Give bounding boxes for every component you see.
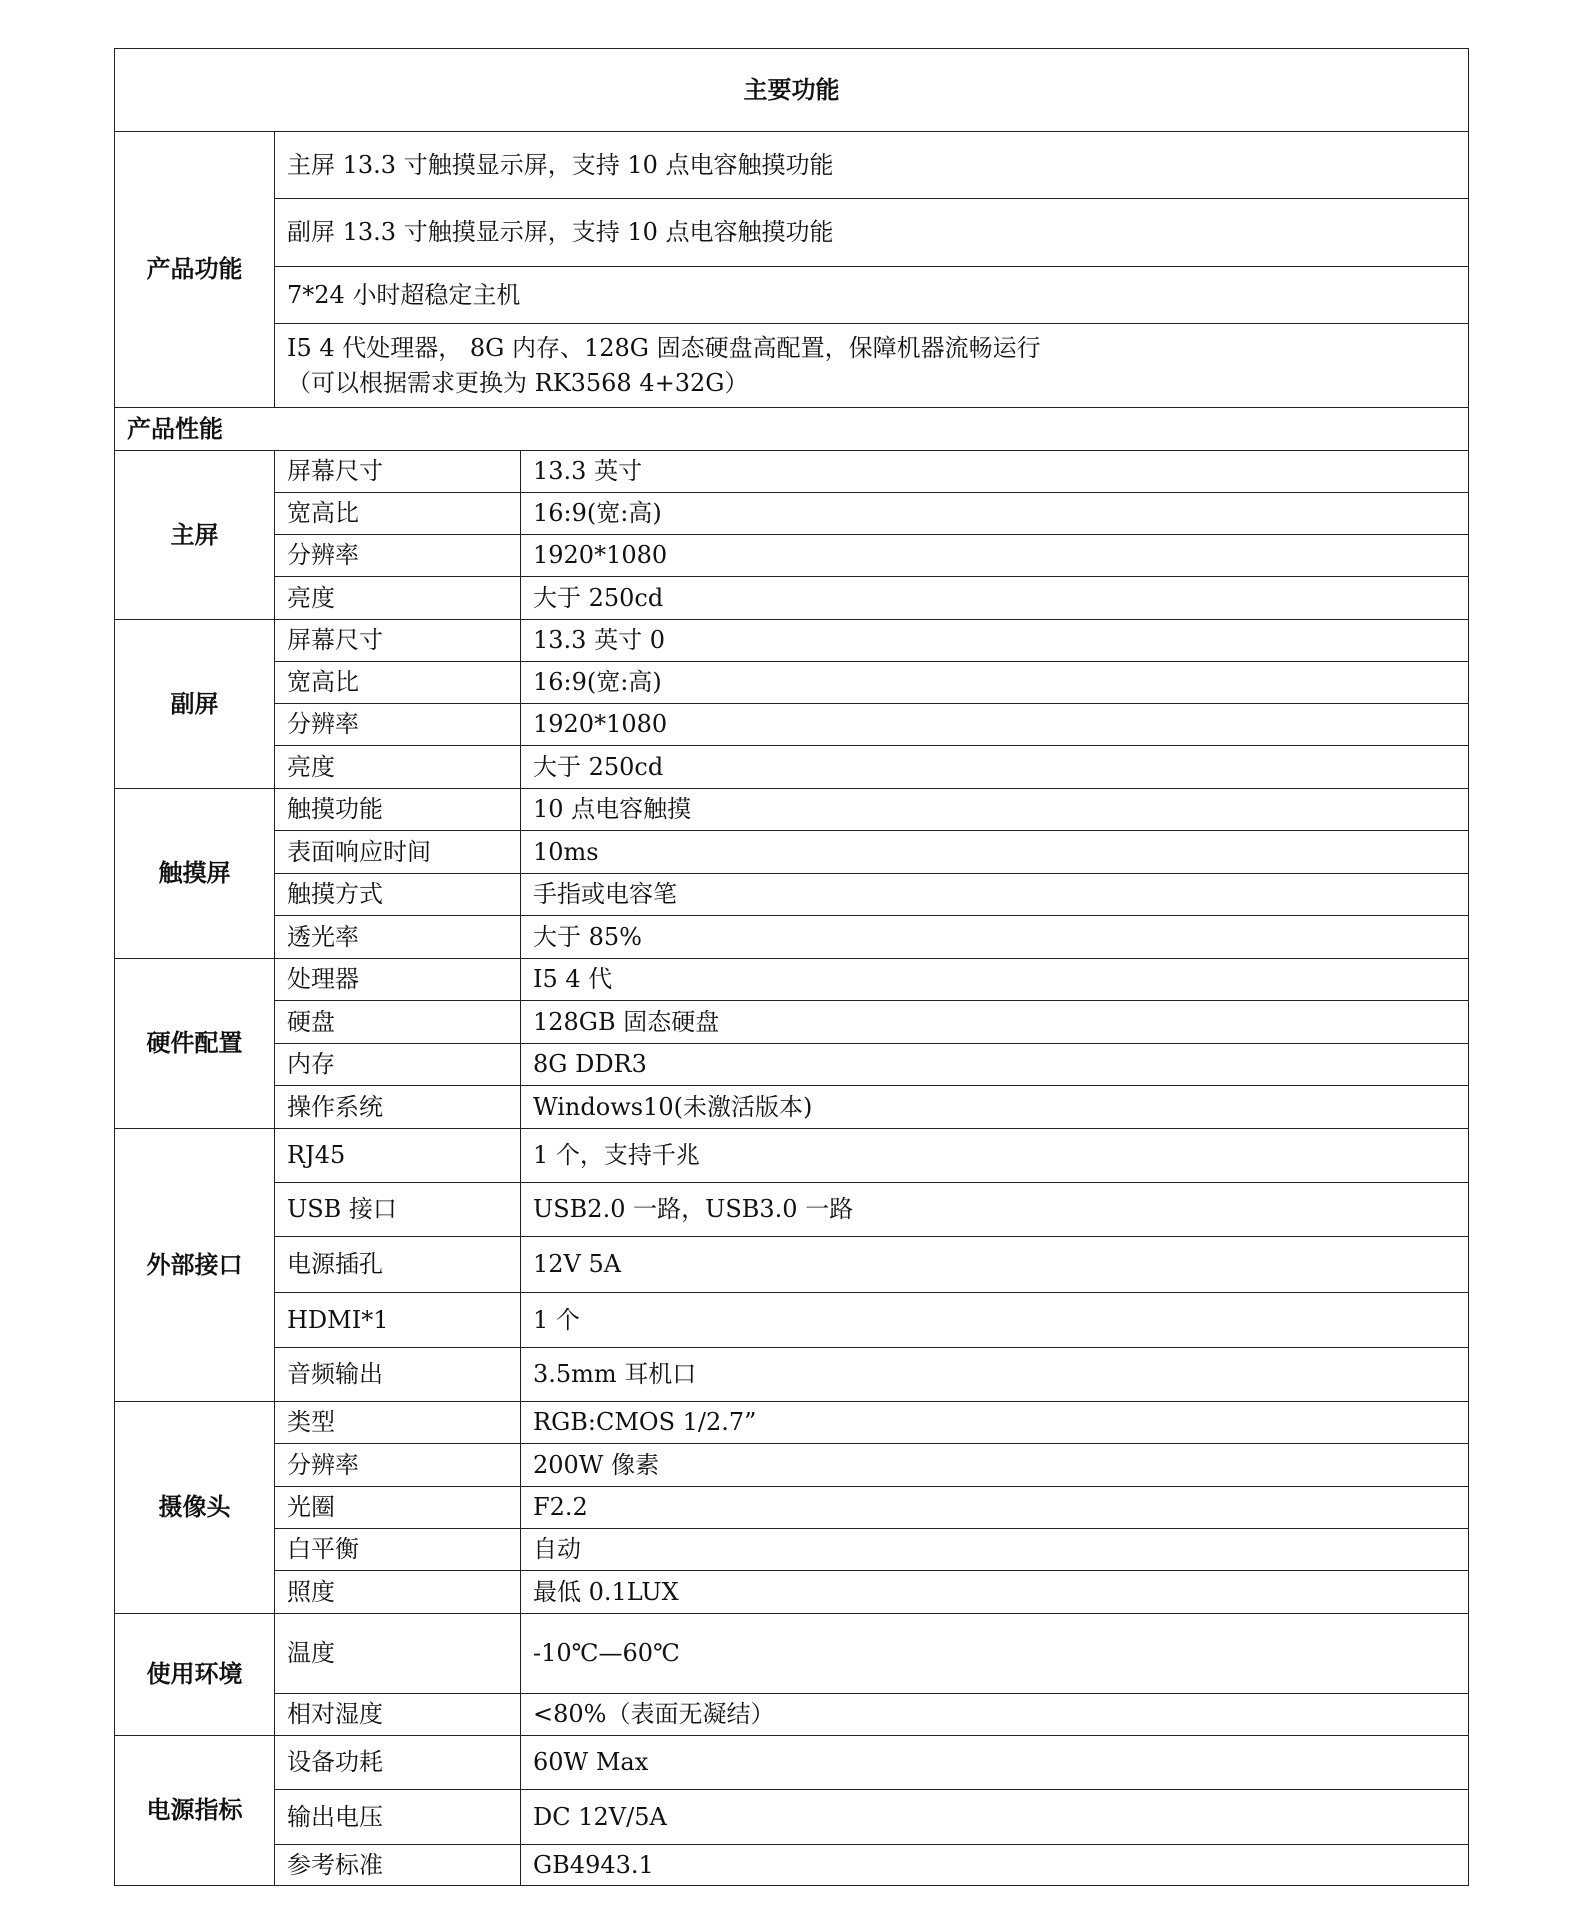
- function-text: （可以根据需求更换为 RK3568 4+32G）: [287, 368, 749, 397]
- spec-label: 白平衡: [275, 1529, 521, 1571]
- function-cell: [275, 267, 1469, 324]
- spec-label: 音频输出: [275, 1348, 521, 1402]
- spec-label: 分辨率: [275, 535, 521, 577]
- spec-label: 设备功耗: [275, 1736, 521, 1790]
- spec-label: 照度: [275, 1571, 521, 1614]
- spec-value: 10 点电容触摸: [521, 789, 1469, 831]
- function-cell: [275, 132, 1469, 199]
- spec-value: 自动: [521, 1529, 1469, 1571]
- spec-table: [114, 48, 1469, 1886]
- spec-row: [115, 1129, 1469, 1183]
- spec-row: [115, 1293, 1469, 1348]
- spec-value: <80%（表面无凝结）: [521, 1694, 1469, 1736]
- spec-value: 大于 250cd: [521, 577, 1469, 620]
- spec-value: 手指或电容笔: [521, 874, 1469, 916]
- spec-row: [115, 746, 1469, 789]
- spec-row: [115, 1845, 1469, 1886]
- spec-label: 表面响应时间: [275, 831, 521, 874]
- spec-value: 1920*1080: [521, 535, 1469, 577]
- spec-value: 8G DDR3: [521, 1044, 1469, 1086]
- function-row: [115, 324, 1469, 408]
- function-cell: [275, 324, 1469, 408]
- spec-row: [115, 789, 1469, 831]
- spec-label: 屏幕尺寸: [275, 620, 521, 662]
- spec-value: USB2.0 一路，USB3.0 一路: [521, 1183, 1469, 1237]
- spec-row: [115, 704, 1469, 746]
- spec-row: [115, 1237, 1469, 1293]
- category-cell: 副屏: [115, 620, 275, 789]
- spec-value: 13.3 英寸: [521, 451, 1469, 493]
- category-cell: 硬件配置: [115, 959, 275, 1129]
- category-cell: 电源指标: [115, 1736, 275, 1886]
- category-cell: 使用环境: [115, 1614, 275, 1736]
- spec-table-body: [115, 49, 1469, 1886]
- spec-value: RGB:CMOS 1/2.7”: [521, 1402, 1469, 1444]
- spec-row: [115, 1044, 1469, 1086]
- spec-row: [115, 577, 1469, 620]
- function-cell: [275, 199, 1469, 267]
- spec-row: [115, 959, 1469, 1001]
- category-cell: 外部接口: [115, 1129, 275, 1402]
- spec-row: [115, 1736, 1469, 1790]
- section-header: 产品性能: [115, 408, 1469, 451]
- function-text: 副屏 13.3 寸触摸显示屏，支持 10 点电容触摸功能: [287, 218, 834, 247]
- spec-label: 电源插孔: [275, 1237, 521, 1293]
- spec-label: 温度: [275, 1614, 521, 1694]
- spec-value: Windows10(未激活版本): [521, 1086, 1469, 1129]
- category-cell: 触摸屏: [115, 789, 275, 959]
- function-row: [115, 267, 1469, 324]
- spec-value: 128GB 固态硬盘: [521, 1001, 1469, 1044]
- spec-label: 操作系统: [275, 1086, 521, 1129]
- spec-row: [115, 1001, 1469, 1044]
- spec-row: [115, 1790, 1469, 1845]
- spec-row: [115, 1529, 1469, 1571]
- spec-label: RJ45: [275, 1129, 521, 1183]
- spec-row: [115, 874, 1469, 916]
- spec-row: [115, 662, 1469, 704]
- spec-label: 输出电压: [275, 1790, 521, 1845]
- spec-value: F2.2: [521, 1487, 1469, 1529]
- spec-value: 1920*1080: [521, 704, 1469, 746]
- spec-row: [115, 1694, 1469, 1736]
- spec-label: 触摸功能: [275, 789, 521, 831]
- spec-row: [115, 535, 1469, 577]
- spec-value: GB4943.1: [521, 1845, 1469, 1886]
- performance-header-row: [115, 408, 1469, 451]
- spec-value: 60W Max: [521, 1736, 1469, 1790]
- spec-label: 类型: [275, 1402, 521, 1444]
- spec-value: 1 个: [521, 1293, 1469, 1348]
- spec-label: 屏幕尺寸: [275, 451, 521, 493]
- spec-value: 16:9(宽:高): [521, 493, 1469, 535]
- function-text: 7*24 小时超稳定主机: [287, 280, 521, 309]
- spec-row: [115, 916, 1469, 959]
- spec-row: [115, 1402, 1469, 1444]
- spec-row: [115, 451, 1469, 493]
- function-text: 主屏 13.3 寸触摸显示屏，支持 10 点电容触摸功能: [287, 150, 834, 179]
- spec-value: 12V 5A: [521, 1237, 1469, 1293]
- spec-value: I5 4 代: [521, 959, 1469, 1001]
- spec-value: 最低 0.1LUX: [521, 1571, 1469, 1614]
- category-cell: 摄像头: [115, 1402, 275, 1614]
- spec-row: [115, 1487, 1469, 1529]
- spec-value: DC 12V/5A: [521, 1790, 1469, 1845]
- spec-value: 1 个，支持千兆: [521, 1129, 1469, 1183]
- spec-value: 大于 250cd: [521, 746, 1469, 789]
- spec-label: 亮度: [275, 746, 521, 789]
- category-cell: 主屏: [115, 451, 275, 620]
- spec-label: 分辨率: [275, 1444, 521, 1487]
- spec-label: 触摸方式: [275, 874, 521, 916]
- spec-value: 200W 像素: [521, 1444, 1469, 1487]
- spec-row: [115, 1614, 1469, 1694]
- spec-row: [115, 1183, 1469, 1237]
- spec-label: 宽高比: [275, 662, 521, 704]
- spec-row: [115, 1086, 1469, 1129]
- spec-row: [115, 831, 1469, 874]
- spec-value: 16:9(宽:高): [521, 662, 1469, 704]
- spec-label: 透光率: [275, 916, 521, 959]
- spec-row: [115, 493, 1469, 535]
- table-title: 主要功能: [115, 49, 1469, 132]
- spec-label: 相对湿度: [275, 1694, 521, 1736]
- spec-label: USB 接口: [275, 1183, 521, 1237]
- spec-value: 10ms: [521, 831, 1469, 874]
- spec-value: 13.3 英寸 0: [521, 620, 1469, 662]
- spec-label: 亮度: [275, 577, 521, 620]
- spec-label: 处理器: [275, 959, 521, 1001]
- spec-label: 宽高比: [275, 493, 521, 535]
- spec-row: [115, 1571, 1469, 1614]
- spec-value: 3.5mm 耳机口: [521, 1348, 1469, 1402]
- spec-label: 内存: [275, 1044, 521, 1086]
- function-row: [115, 199, 1469, 267]
- category-cell: 产品功能: [115, 132, 275, 408]
- spec-label: 光圈: [275, 1487, 521, 1529]
- function-row: [115, 132, 1469, 199]
- spec-label: 硬盘: [275, 1001, 521, 1044]
- spec-value: 大于 85%: [521, 916, 1469, 959]
- title-row: [115, 49, 1469, 132]
- spec-label: 参考标准: [275, 1845, 521, 1886]
- spec-row: [115, 1348, 1469, 1402]
- spec-label: 分辨率: [275, 704, 521, 746]
- spec-row: [115, 1444, 1469, 1487]
- function-text: I5 4 代处理器， 8G 内存、128G 固态硬盘高配置，保障机器流畅运行: [287, 333, 1041, 362]
- spec-label: HDMI*1: [275, 1293, 521, 1348]
- spec-value: -10℃—60℃: [521, 1614, 1469, 1694]
- spec-row: [115, 620, 1469, 662]
